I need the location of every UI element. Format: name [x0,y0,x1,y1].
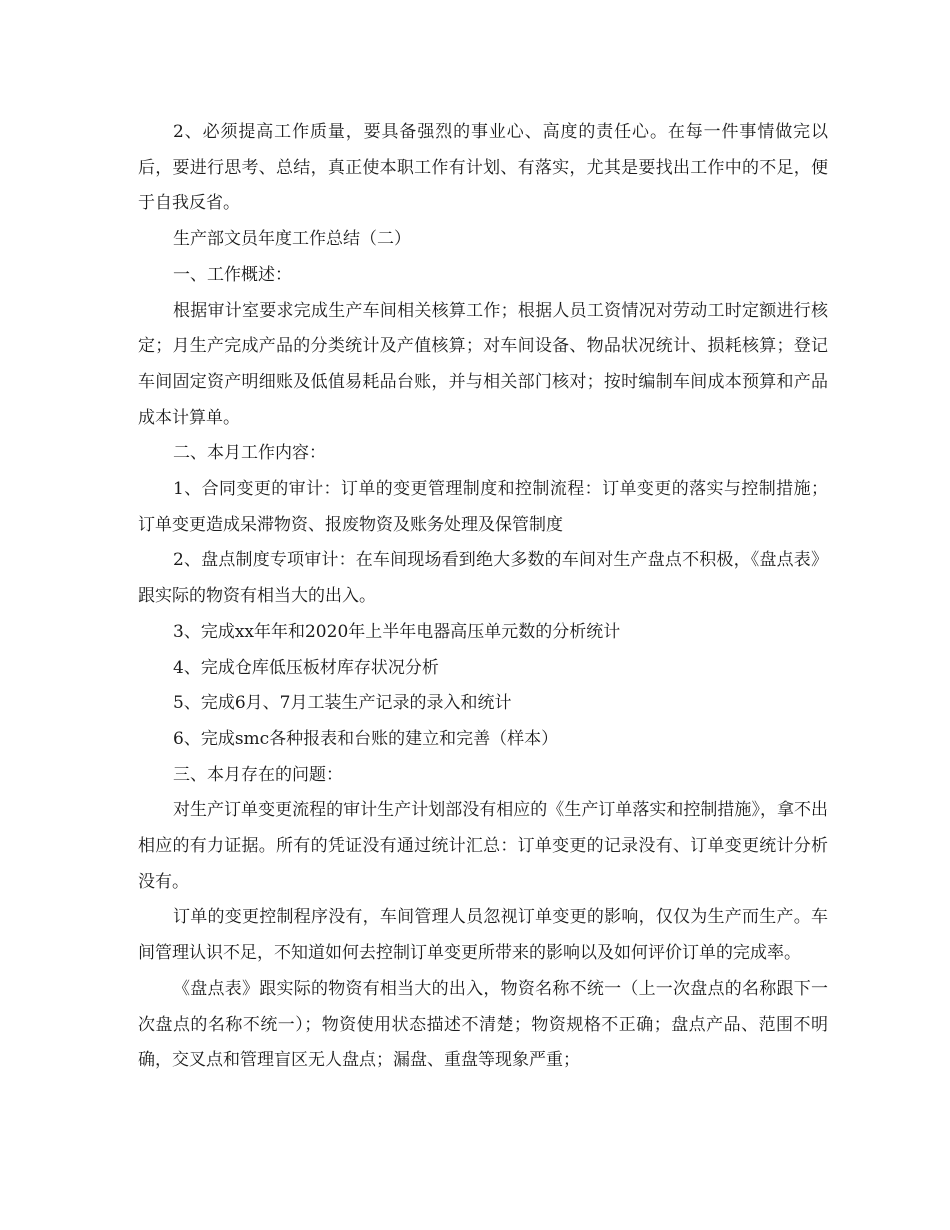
paragraph-order-audit-problem: 对生产订单变更流程的审计生产计划部没有相应的《生产订单落实和控制措施》，拿不出相应的有力证据。所有的凭证没有通过统计汇总：订单变更的记录没有、订单变更统计分析没有。 [138,800,828,892]
paragraph-work-overview: 根据审计室要求完成生产车间相关核算工作；根据人员工资情况对劳动工时定额进行核定；月生产完成产品的分类统计及产值核算；对车间设备、物品状况统计、损耗核算；登记车间固定资产明细账及低值易耗品台账，并与相关部门核对；按时编制车间成本预算和产品成本计算单。 [138,300,828,428]
list-item-voltage-analysis: 3、完成xx年年和2020年上半年电器高压单元数的分析统计 [173,621,621,642]
paragraph-quality-requirement: 2、必须提高工作质量，要具备强烈的事业心、高度的责任心。在每一件事情做完以后，要进行思考、总结，真正使本职工作有计划、有落实，尤其是要找出工作中的不足，便于自我反省。 [138,122,828,214]
paragraph-change-control-problem: 订单的变更控制程序没有，车间管理人员忽视订单变更的影响，仅仅为生产而生产。车间管理认识不足，不知道如何去控制订单变更所带来的影响以及如何评价订单的完成率。 [138,907,828,964]
list-item-contract-audit: 1、合同变更的审计：订单的变更管理制度和控制流程：订单变更的落实与控制措施；订单变更造成呆滞物资、报废物资及账务处理及保管制度 [138,479,828,535]
document-body [138,115,828,1079]
heading-work-overview: 一、工作概述： [173,264,292,285]
list-item-production-records: 5、完成6月、7月工装生产记录的录入和统计 [173,693,512,714]
list-item-warehouse-analysis: 4、完成仓库低压板材库存状况分析 [173,657,439,678]
paragraph-inventory-problem: 《盘点表》跟实际的物资有相当大的出入，物资名称不统一（上一次盘点的名称跟下一次盘点的名称不统一）；物资使用状态描述不清楚；物资规格不正确；盘点产品、范围不明确，交叉点和管理盲区无人盘点；漏盘、重盘等现象严重； [138,978,828,1071]
list-item-smc-reports: 6、完成smc各种报表和台账的建立和完善（样本） [173,728,559,749]
heading-monthly-work: 二、本月工作内容： [173,443,326,464]
list-item-inventory-audit: 2、盘点制度专项审计：在车间现场看到绝大多数的车间对生产盘点不积极，《盘点表》跟实际的物资有相当大的出入。 [138,550,828,607]
heading-problems: 三、本月存在的问题： [173,764,343,785]
section-title: 生产部文员年度工作总结（二） [173,229,411,250]
